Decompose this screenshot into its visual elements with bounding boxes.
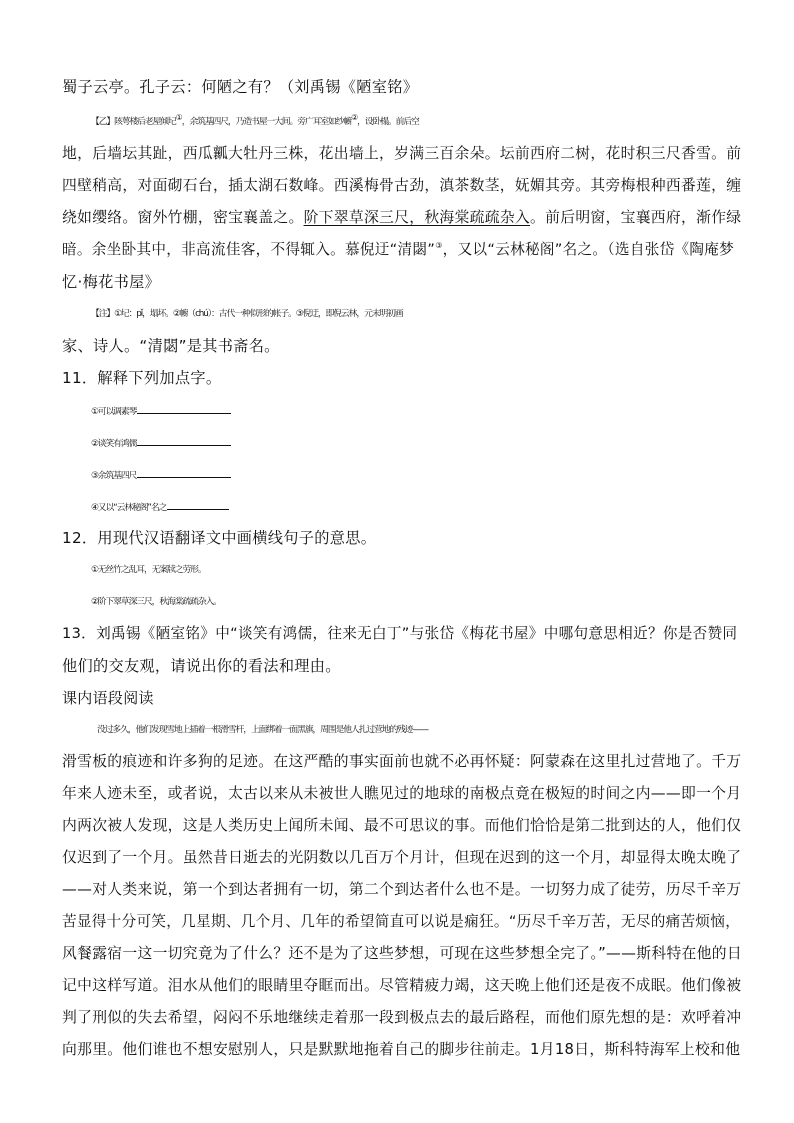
text: ③余筑基四尺 [91, 471, 137, 481]
question-11 [62, 367, 742, 389]
reading-line [62, 975, 742, 997]
text: 记中这样写道。泪水从他们的眼睛里夺眶而出。尽管精疲力竭，这天晚上他们还是夜不成眠。他们像被 [62, 977, 742, 994]
reading-line [97, 719, 777, 741]
underlined-sentence: 阶下翠草深三尺，秋海棠疏疏杂入 [303, 209, 531, 226]
text-line [62, 143, 742, 165]
text: 课内语段阅读 [62, 689, 154, 707]
text: ①可以调素琴 [91, 407, 137, 417]
section-heading [62, 687, 742, 709]
text: ②阶下翠草深三尺，秋海棠疏疏杂入。 [91, 597, 221, 607]
text: 他们的交友观，请说出你的看法和理由。 [62, 657, 341, 675]
text-line [62, 175, 742, 197]
reading-line [62, 783, 742, 805]
reading-line [62, 847, 742, 869]
question-11-item [91, 495, 771, 519]
text: 绕如缨络。窗外竹棚，密宝襄盖之。 [62, 209, 304, 226]
question-13 [62, 623, 742, 645]
text: 风餐露宿一这一切究竟为了什么？还不是为了这些梦想，可现在这些梦想全完了。”——斯科特在他的日 [62, 945, 742, 962]
text: 地，后墙坛其趾，西瓜瓤大牡丹三株，花出墙上，岁满三百余朵。坛前西府二树，花时积三尺香雪。前 [62, 145, 742, 162]
text: 仅迟到了一个月。虽然昔日逝去的光阴数以几百万个月计，但现在迟到的这一个月，却显得太晚太晚了 [62, 849, 742, 866]
reading-line [62, 815, 742, 837]
text: 11．解释下列加点字。 [62, 369, 222, 387]
answer-blank[interactable] [137, 431, 231, 446]
question-11-item [91, 399, 771, 423]
answer-blank[interactable] [167, 495, 229, 510]
text: 滑雪板的痕迹和许多狗的足迹。在这严酷的事实面前也就不必再怀疑：阿蒙森在这里扎过营地了。千万 [62, 753, 742, 770]
question-11-item [91, 431, 771, 455]
text: ，余筑基四尺，乃造书屋一大间。旁广耳室如纱幮 [181, 117, 352, 127]
text: ②谈笑有鸿儒 [91, 439, 137, 449]
question-12 [62, 527, 742, 549]
text-line [62, 207, 742, 229]
question-12-item [91, 559, 771, 581]
reading-line [62, 943, 742, 965]
answer-blank[interactable] [137, 399, 231, 414]
text: 向那里。他们谁也不想安慰别人，只是默默地拖着自己的脚步往前走。1月18日，斯科特海军上校和他 [62, 1041, 741, 1058]
text: 13．刘禹锡《陋室铭》中“谈笑有鸿儒，往来无白丁”与张岱《梅花书屋》中哪句意思相近？你是否赞同 [62, 625, 738, 642]
text: ④又以“云林秘阁”名之 [91, 503, 167, 513]
text: 四壁稍高，对面砌石台，插太湖石数峰。西溪梅骨古劲，滇茶数茎，妩媚其旁。其旁梅根种西番莲，缠 [62, 177, 742, 194]
text: ——对人类来说，第一个到达者拥有一切，第二个到达者什么也不是。一切努力成了徒劳，历尽千辛万 [62, 881, 742, 898]
reading-line [62, 1007, 742, 1029]
text: 【乙】陔萼楼后老屋倾圮 [91, 117, 176, 127]
text: 。前后明窗，宝襄西府，渐作绿 [530, 209, 742, 226]
reading-line [62, 879, 742, 901]
text: ，又以“云林秘阁”名之。（选自张岱《陶庵梦 [442, 241, 735, 258]
text: ，设卧榻。前后空 [357, 117, 419, 127]
text: 蜀子云亭。孔子云：何陋之有？（刘禹锡《陋室铭》 [62, 78, 419, 96]
footnote-marker: ② [351, 113, 358, 123]
question-11-item [91, 463, 771, 487]
text: 没过多久，他们发现雪地上插着一根滑雪杆，上面绑着一面黑旗，周围是他人扎过营地的残迹—— [97, 725, 428, 735]
text: 忆·梅花书屋》 [62, 273, 161, 291]
text: ①无丝竹之乱耳，无案牍之劳形。 [91, 565, 206, 575]
text-line [62, 239, 742, 261]
text-line [62, 271, 742, 293]
footnote-marker: ③ [435, 241, 443, 251]
text: 内两次被人发现，这是人类历史上闻所未闻、最不可思议的事。而他们恰恰是第二批到达的人，他们仅 [62, 817, 742, 834]
note-line [62, 335, 742, 357]
reading-line [62, 751, 742, 773]
text: 12．用现代汉语翻译文中画横线句子的意思。 [62, 529, 377, 547]
passage-yi-line [91, 111, 771, 133]
reading-line [62, 911, 742, 933]
text: 【注】①圮：pǐ，塌坏。②幮（chú）：古代一种似形的帐子。③倪迂，即倪云林，元末明初画 [91, 309, 403, 319]
text-line [62, 76, 742, 98]
text: 年来人迹未至，或者说，太古以来从未被世人瞧见过的地球的南极点竟在极短的时间之内——即一个月 [62, 785, 742, 802]
text: 家、诗人。“清閟”是其书斋名。 [62, 337, 280, 355]
reading-line [62, 1039, 742, 1061]
question-13 [62, 655, 742, 677]
text: 暗。余坐卧其中，非高流佳客，不得辄入。慕倪迂“清閟” [62, 241, 436, 258]
answer-blank[interactable] [137, 463, 231, 478]
question-12-item [91, 591, 771, 613]
footnote-marker: ① [175, 113, 182, 123]
text: 判了刑似的失去希望，闷闷不乐地继续走着那一段到极点去的最后路程，而他们原先想的是：欢呼着冲 [62, 1009, 742, 1026]
note-line [91, 303, 771, 325]
text: 苦显得十分可笑，几星期、几个月、几年的希望简直可以说是痫狂。“历尽千辛万苦，无尽的痛苦烦恼， [62, 913, 741, 930]
